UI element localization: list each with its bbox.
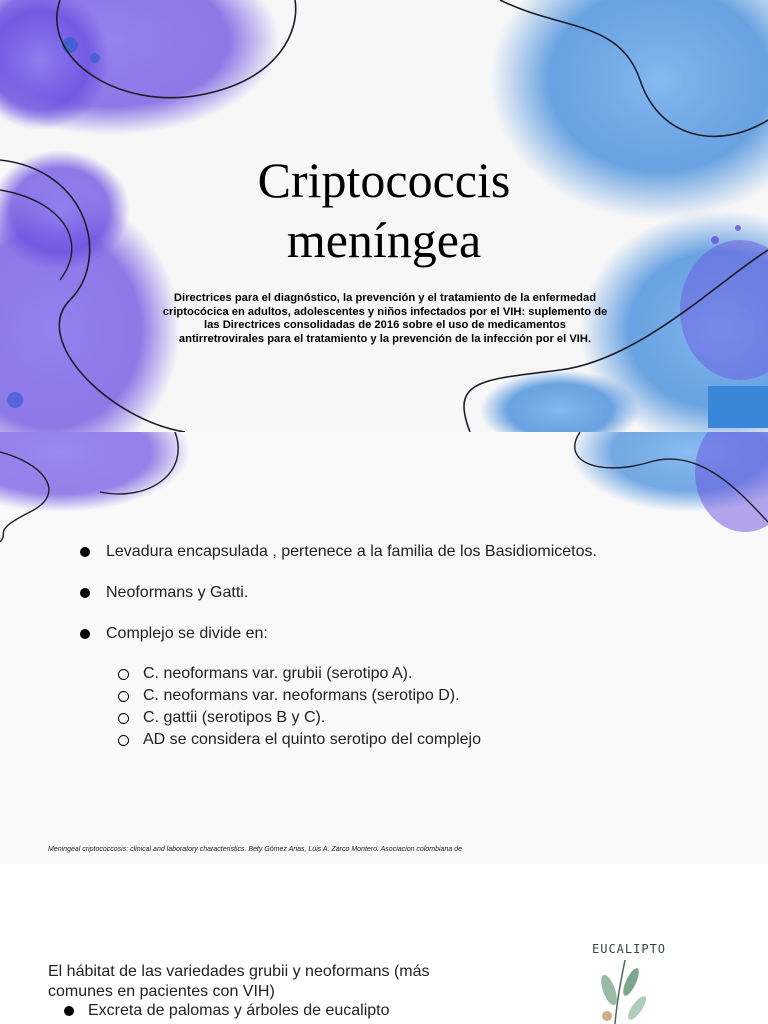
ring-bullet-icon [118, 713, 129, 724]
bullet-text: Neoformans y Gatti. [106, 584, 249, 601]
ring-bullet-icon [118, 669, 129, 680]
slide-description [0, 432, 768, 864]
list-item [80, 622, 597, 646]
bullet-list [80, 540, 597, 751]
slide-habitat [0, 864, 768, 1024]
bullet-text: Complejo se divide en: [106, 625, 268, 642]
title-line-2: meníngea [286, 212, 482, 268]
sub-bullet-text: C. neoformans var. grubii (serotipo A). [143, 665, 413, 682]
bullet-dot-icon [80, 629, 90, 639]
eucalipto-label: EUCALIPTO [592, 942, 667, 956]
slide-title-text [0, 150, 768, 270]
bullet-dot-icon [64, 1006, 74, 1016]
slide-title [0, 0, 768, 432]
bullet-text: Levadura encapsulada , pertenece a la familia de los Basidiomicetos. [106, 543, 597, 560]
ring-bullet-icon [118, 735, 129, 746]
title-line-1: Criptococcis [257, 152, 511, 208]
list-item [64, 1002, 390, 1020]
eucalyptus-leaf-icon [585, 960, 665, 1024]
bullet-text: Excreta de palomas y árboles de eucalipto [88, 1002, 390, 1019]
sub-bullet-text: C. neoformans var. neoformans (serotipo D). [143, 687, 460, 704]
slide-subtitle: Directrices para el diagnóstico, la prevención y el tratamiento de la enfermedad criptocócica en adultos, adolescentes y niños infectados por el VIH: suplemento de las Directrices consolidadas de 2016 sobre el uso de medicamentos antirretrovirales para el tratamiento y la prevención de la infección por el VIH. [162, 292, 608, 345]
habitat-text: El hábitat de las variedades grubii y neoformans (más comunes en pacientes con VIH) [48, 963, 430, 1000]
sub-list-item [118, 663, 597, 685]
sub-bullet-text: C. gattii (serotipos B y C). [143, 709, 326, 726]
bullet-dot-icon [80, 588, 90, 598]
sub-bullet-list [118, 663, 597, 751]
sub-bullet-text: AD se considera el quinto serotipo del complejo [143, 731, 481, 748]
reference-citation: Meningeal criptococcosis: clinical and laboratory characteristics. Bety Gómez Arias, Luis A. Zarco Montero. Asociacion colombiana de [48, 846, 462, 853]
sub-list-item [118, 685, 597, 707]
bullet-dot-icon [80, 547, 90, 557]
blue-corner-block [708, 386, 768, 428]
list-item [80, 581, 597, 605]
sub-list-item [118, 707, 597, 729]
sub-list-item [118, 729, 597, 751]
ring-bullet-icon [118, 691, 129, 702]
list-item [80, 540, 597, 564]
